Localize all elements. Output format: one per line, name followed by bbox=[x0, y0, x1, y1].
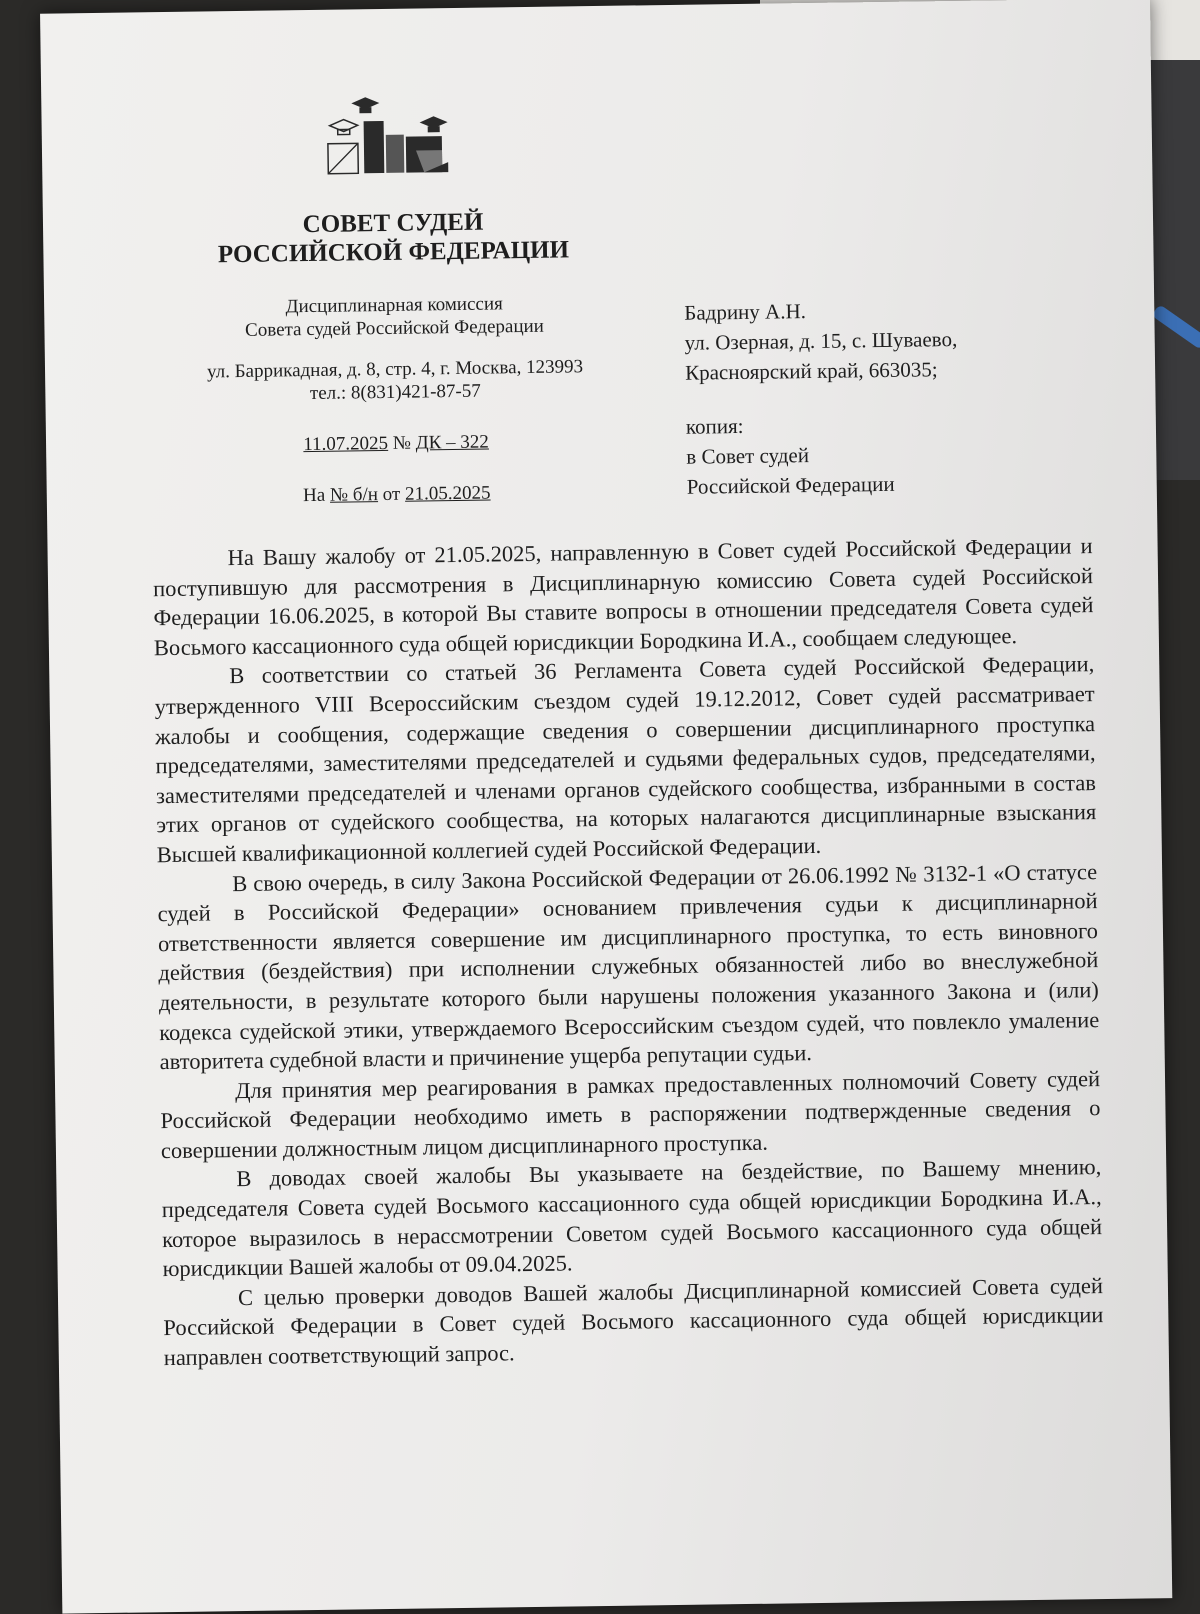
commission-line1: Дисциплинарная комиссия bbox=[285, 293, 503, 318]
copy-line1: в Совет судей bbox=[686, 443, 810, 469]
sender-block bbox=[134, 290, 657, 509]
body-paragraph-4: Для принятия мер реагирования в рамках предоставленных полномочий Совету судей Российской Федерации необходимо иметь в распоряжении подтвержденные сведения о совершении должностным лицом дисциплинарного проступка. bbox=[160, 1065, 1101, 1164]
ref-from: от bbox=[382, 483, 401, 506]
letter-page bbox=[40, 0, 1172, 1614]
addressee-address-line1: ул. Озерная, д. 15, с. Шуваево, bbox=[684, 326, 958, 355]
ref-prefix: На bbox=[302, 484, 326, 507]
addressee-address-line2: Красноярский край, 663035; bbox=[684, 357, 938, 385]
ref-number: № б/н bbox=[329, 484, 379, 506]
body-paragraph-6: С целью проверки доводов Вашей жалобы Дисциплинарной комиссией Совета судей Российской Федерации в Совет судей Восьмого кассационного суда общей юрисдикции направлен соответствующий запрос. bbox=[163, 1272, 1104, 1371]
org-title bbox=[193, 206, 594, 270]
body-paragraph-3: В свою очередь, в силу Закона Российской Федерации от 26.06.1992 № 3132-1 «О статусе судей в Российской Федерации» основанием привлечения судьи к дисциплинарной ответственности является совершение им дисциплинарного проступка, то есть виновного действия (бездействия) при исполнении служебных обязанностей либо во внеслужебной деятельности, в результате которого были нарушены положения указанного Закона и (или) кодекса судейской этики, утверждаемого Всероссийским съездом судей, что повлекло умаление авторитета судебной власти и причинение ущерба репутации судьи. bbox=[157, 858, 1100, 1075]
outgoing-date: 11.07.2025 bbox=[303, 432, 389, 456]
body-paragraph-5: В доводах своей жалобы Вы указываете на бездействие, по Вашему мнению, председателя Совета судей Восьмого кассационного суда общей юрисдикции Бородкина И.А., которое выразилось в нерассмотрении Советом судей Восьмого кассационного суда общей юрисдикции Вашей жалобы от 09.04.2025. bbox=[161, 1154, 1103, 1282]
org-title-line2: РОССИЙСКОЙ ФЕДЕРАЦИИ bbox=[217, 236, 570, 269]
outgoing-number: ДК – 322 bbox=[415, 431, 490, 454]
copy-label: копия: bbox=[685, 413, 744, 439]
body-paragraph-1: На Вашу жалобу от 21.05.2025, направленную в Совет судей Российской Федерации и поступившую для рассмотрения в Дисциплинарную комиссию Совета судей Российской Федерации 16.06.2025, в которой Вы ставите вопросы в отношении председателя Совета судей Восьмого кассационного суда общей юрисдикции Бородкина И.А., сообщаем следующее. bbox=[152, 533, 1094, 661]
addressee-block bbox=[684, 292, 1107, 502]
council-logo-icon bbox=[323, 90, 454, 178]
sender-phone: тел.: 8(831)421-87-57 bbox=[309, 380, 481, 405]
ref-date: 21.05.2025 bbox=[404, 482, 491, 505]
sender-address: ул. Баррикадная, д. 8, стр. 4, г. Москва, 123993 bbox=[206, 356, 584, 383]
org-title-line1: СОВЕТ СУДЕЙ bbox=[302, 208, 484, 239]
copy-line2: Российской Федерации bbox=[686, 471, 895, 499]
body-paragraph-2: В соответствии со статьей 36 Регламента Совета судей Российской Федерации, утвержденного VIII Всероссийским съездом судей 19.12.2012, Совет судей рассматривает жалобы и сообщения, содержащие сведения о совершении дисциплинарного проступка председателями, заместителями председателей и судьями федеральных судов, председателями, заместителями председателей и членами органов судейского сообщества, избранными в состав этих органов от судейского сообщества, на которых налагаются дисциплинарные взыскания Высшей квалификационной коллегией судей Российской Федерации. bbox=[154, 651, 1097, 868]
number-sign: № bbox=[392, 432, 412, 454]
commission-line2: Совета судей Российской Федерации bbox=[244, 315, 545, 341]
letter-body bbox=[152, 531, 1103, 1373]
addressee-name: Бадрину А.Н. bbox=[684, 299, 807, 325]
